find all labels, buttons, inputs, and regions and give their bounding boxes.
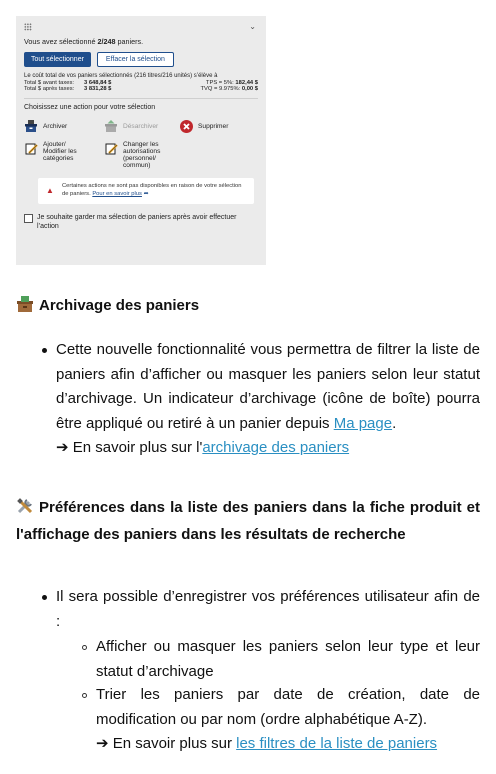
archiving-link[interactable]: archivage des paniers [202, 439, 350, 456]
delete-icon [179, 119, 193, 133]
sub-bullet-marker [82, 645, 87, 650]
choose-action-label: Choisissez une action pour votre sélection [24, 104, 156, 111]
ma-page-link[interactable]: Ma page [333, 414, 393, 432]
section-heading-preferences: Préférences dans la liste des paniers dans la fiche produit et l'affichage des paniers dans les résultats de recherche [16, 499, 480, 543]
cost-table: Total $ avant taxes: 3 648,84 $ TPS = 5%: 182,44 $ Total $ après taxes: 3 831,28 $ TVQ = 9.975%: 0,00 $ [24, 80, 258, 92]
edit-categories-icon [24, 141, 38, 155]
cost-summary: Le coût total de vos paniers sélectionnés (216 titres/216 unités) s’élève à [24, 73, 218, 79]
clear-selection-button[interactable]: Effacer la sélection [97, 52, 174, 67]
delete-action[interactable]: Supprimer [179, 119, 249, 133]
chevron-down-icon[interactable]: ⌄ [249, 22, 256, 31]
action-grid [24, 119, 258, 169]
external-link-icon[interactable]: ➦ [143, 190, 149, 197]
preferences-description: Il sera possible d’enregistrer vos préférences utilisateur afin de : [56, 588, 480, 630]
preference-show-hide: Afficher ou masquer les paniers selon leur type et leur statut d’archivage [96, 638, 480, 680]
archive-icon [24, 119, 38, 133]
keep-selection-option[interactable]: Je souhaite garder ma sélection de paniers après avoir effectuer l’action [24, 213, 258, 232]
preference-sort: Trier les paniers par date de création, date de modification ou par nom (ordre alphabétique A-Z). ➔ En savoir plus sur les filtres de la liste de paniers [96, 683, 480, 757]
categories-action[interactable]: Ajouter/ Modifier les catégories [24, 141, 104, 169]
grid-icon[interactable] [24, 23, 32, 31]
archiving-description: Cette nouvelle fonctionnalité vous permettra de filtrer la liste de paniers afin d’afficher ou masquer les paniers selon leur statut d’archivage. Un indicateur d’archivage (icône de boîte) pourra être appliqué ou retiré à un panier depuis Ma page. ➔ En savoir plus sur l'archivage des paniers [56, 338, 480, 461]
warning-message: ▲ Certaines actions ne sont pas disponibles en raison de votre sélection de paniers. Pour en savoir plus ➦ [38, 178, 254, 204]
tools-icon [16, 497, 34, 523]
archiving-learn-more: ➔ En savoir plus sur l'archivage des paniers [56, 439, 350, 456]
permissions-icon [104, 141, 118, 155]
selection-count: Vous avez sélectionné 2/248 paniers. [24, 37, 144, 46]
divider [24, 98, 258, 99]
warning-icon: ▲ [46, 186, 54, 195]
learn-more-link[interactable]: Pour en savoir plus [92, 190, 142, 197]
archive-box-icon [16, 295, 34, 321]
selection-panel-screenshot [16, 16, 266, 265]
bullet-marker [42, 595, 47, 600]
permissions-action[interactable]: Changer les autorisations (personnel/ commun) [104, 141, 249, 169]
archive-action[interactable]: Archiver [24, 119, 104, 133]
sub-bullet-marker [82, 693, 87, 698]
filters-link[interactable]: les filtres de la liste de paniers [236, 735, 438, 752]
unarchive-icon [104, 119, 118, 133]
section-heading-archiving: Archivage des paniers [16, 294, 480, 321]
keep-selection-checkbox[interactable] [24, 214, 33, 223]
bullet-marker [42, 348, 47, 353]
unarchive-action[interactable]: Désarchiver [104, 119, 179, 133]
select-all-button[interactable]: Tout sélectionner [24, 52, 91, 67]
filters-learn-more: ➔ En savoir plus sur les filtres de la liste de paniers [96, 735, 438, 752]
